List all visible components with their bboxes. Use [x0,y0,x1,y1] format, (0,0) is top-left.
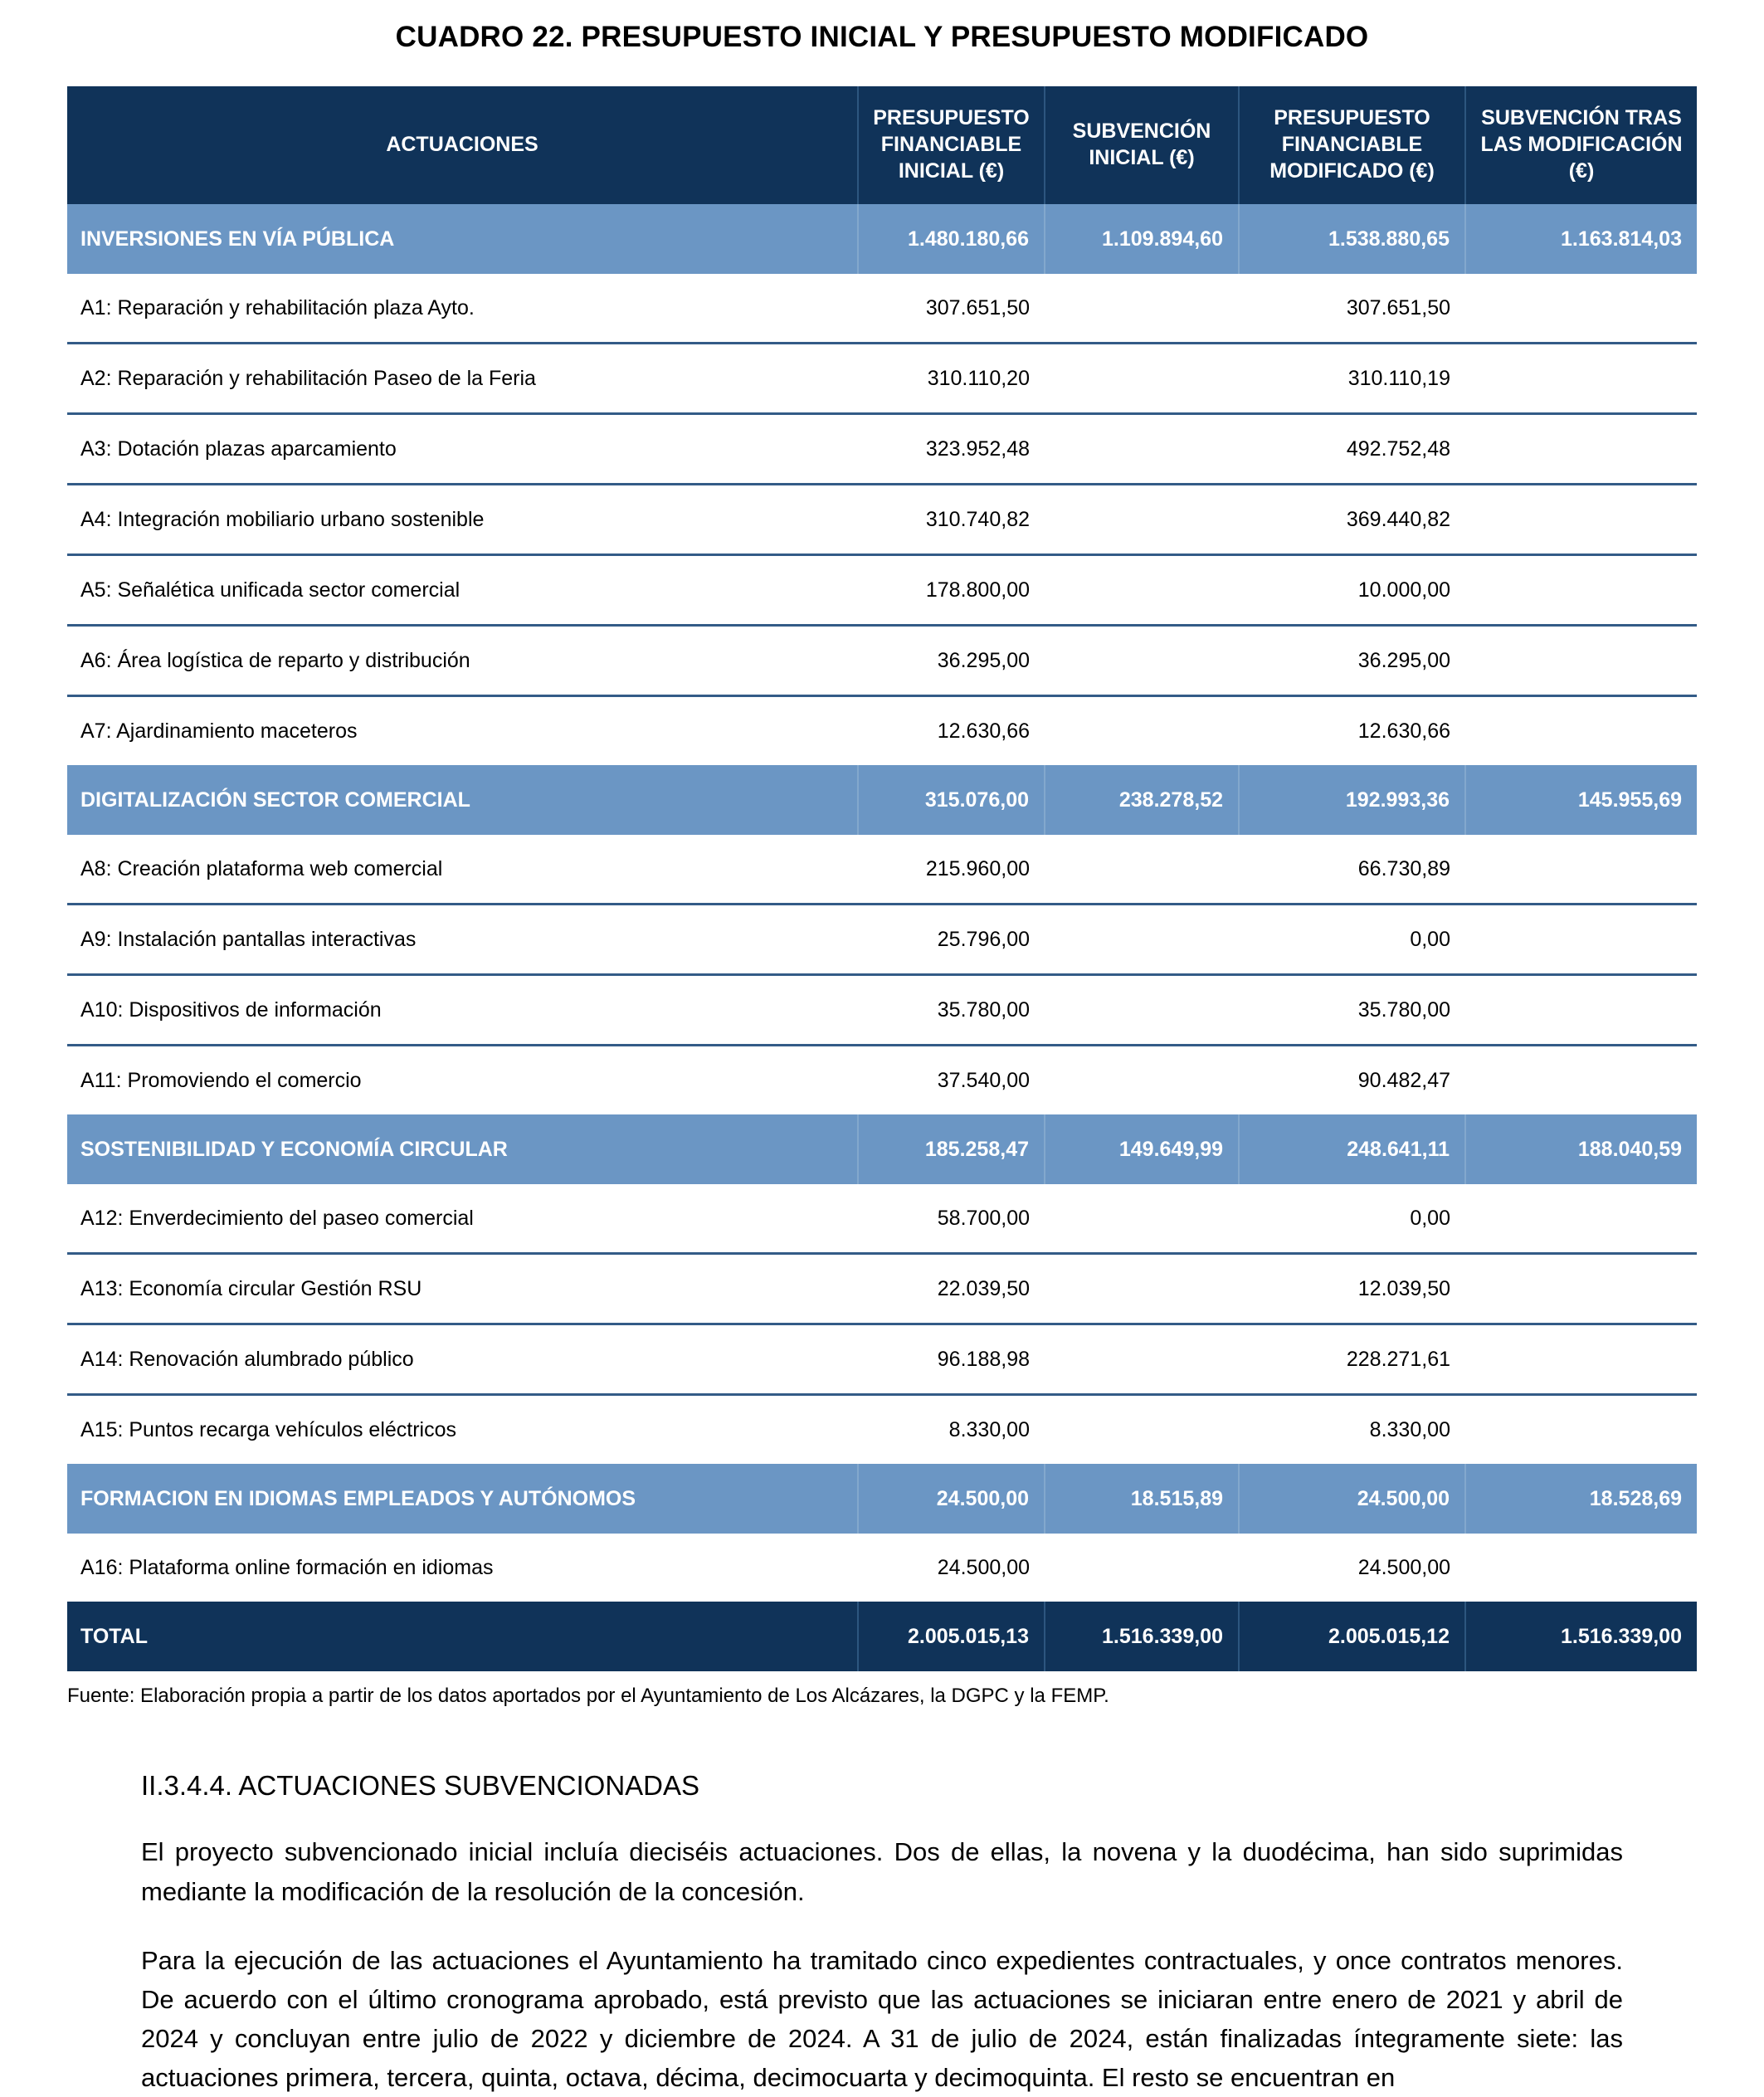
budget-table [67,86,1697,1671]
table-row [67,414,1697,485]
cell-presupuesto-modificado: 35.780,00 [1239,975,1465,1046]
cell-presupuesto-inicial: 310.110,20 [858,344,1045,414]
section-heading: II.3.4.4. ACTUACIONES SUBVENCIONADAS [141,1770,700,1802]
cell-actuacion: A9: Instalación pantallas interactivas [67,905,858,975]
cell-subvencion-modificada [1465,696,1697,766]
cell-subvencion-modificada [1465,905,1697,975]
cell-actuacion: A11: Promoviendo el comercio [67,1046,858,1115]
cell-subvencion-inicial [1045,344,1239,414]
cell-actuacion: A13: Economía circular Gestión RSU [67,1254,858,1324]
cell-subvencion-modificada [1465,485,1697,555]
table-row [67,1534,1697,1602]
table-row [67,274,1697,344]
cell-subvencion-modificada [1465,835,1697,905]
table-header-row [67,86,1697,204]
cell-subvencion-modificada [1465,1395,1697,1465]
cell-presupuesto-modificado: 228.271,61 [1239,1324,1465,1395]
table-row [67,835,1697,905]
cell-actuacion: SOSTENIBILIDAD Y ECONOMÍA CIRCULAR [67,1114,858,1184]
cell-subvencion-inicial [1045,1184,1239,1254]
cell-actuacion: INVERSIONES EN VÍA PÚBLICA [67,204,858,274]
cell-presupuesto-inicial: 37.540,00 [858,1046,1045,1115]
cell-subvencion-modificada: 188.040,59 [1465,1114,1697,1184]
cell-presupuesto-inicial: 96.188,98 [858,1324,1045,1395]
cell-subvencion-inicial: 1.516.339,00 [1045,1602,1239,1671]
cell-actuacion: A16: Plataforma online formación en idiomas [67,1534,858,1602]
cell-presupuesto-modificado: 1.538.880,65 [1239,204,1465,274]
cell-subvencion-modificada [1465,414,1697,485]
table-row [67,1395,1697,1465]
table-row [67,696,1697,766]
table-total-row [67,1602,1697,1671]
cell-presupuesto-modificado: 36.295,00 [1239,626,1465,696]
cell-presupuesto-inicial: 2.005.015,13 [858,1602,1045,1671]
cell-subvencion-modificada: 18.528,69 [1465,1464,1697,1534]
table-row [67,485,1697,555]
cell-actuacion: A3: Dotación plazas aparcamiento [67,414,858,485]
cell-actuacion: A12: Enverdecimiento del paseo comercial [67,1184,858,1254]
cell-presupuesto-modificado: 2.005.015,12 [1239,1602,1465,1671]
cell-presupuesto-inicial: 8.330,00 [858,1395,1045,1465]
table-title: CUADRO 22. PRESUPUESTO INICIAL Y PRESUPUESTO MODIFICADO [395,21,1369,53]
cell-subvencion-inicial [1045,1046,1239,1115]
cell-actuacion: A14: Renovación alumbrado público [67,1324,858,1395]
table-row [67,1324,1697,1395]
cell-subvencion-inicial: 1.109.894,60 [1045,204,1239,274]
cell-subvencion-inicial: 238.278,52 [1045,765,1239,835]
cell-subvencion-modificada: 1.163.814,03 [1465,204,1697,274]
body-paragraph-2: Para la ejecución de las actuaciones el Ayuntamiento ha tramitado cinco expedientes contractuales, y once contratos menores. De acuerdo con el último cronograma aprobado, está previsto que las actuaciones se iniciaran entre enero de 2021 y abril de 2024 y concluyan entre julio de 2022 y diciembre de 2024. A 31 de julio de 2024, están finalizadas íntegramente siete: las actuaciones primera, tercera, quinta, octava, décima, decimocuarta y decimoquinta. El resto se encuentran en [141,1945,1623,2092]
cell-actuacion: DIGITALIZACIÓN SECTOR COMERCIAL [67,765,858,835]
cell-presupuesto-inicial: 36.295,00 [858,626,1045,696]
cell-subvencion-inicial [1045,975,1239,1046]
cell-presupuesto-inicial: 185.258,47 [858,1114,1045,1184]
table-row [67,1046,1697,1115]
cell-actuacion: A6: Área logística de reparto y distribución [67,626,858,696]
cell-presupuesto-modificado: 307.651,50 [1239,274,1465,344]
cell-actuacion: FORMACION EN IDIOMAS EMPLEADOS Y AUTÓNOMOS [67,1464,858,1534]
cell-subvencion-modificada [1465,1534,1697,1602]
table-row [67,905,1697,975]
table-section-row [67,765,1697,835]
cell-subvencion-inicial [1045,1254,1239,1324]
cell-presupuesto-modificado: 310.110,19 [1239,344,1465,414]
budget-table-container [67,86,1697,1671]
body-paragraph-1: El proyecto subvencionado inicial incluía dieciséis actuaciones. Dos de ellas, la novena y la duodécima, han sido suprimidas mediante la modificación de la resolución de la concesión. [141,1837,1623,1906]
cell-subvencion-modificada [1465,1046,1697,1115]
cell-presupuesto-inicial: 35.780,00 [858,975,1045,1046]
cell-presupuesto-inicial: 1.480.180,66 [858,204,1045,274]
cell-actuacion: A8: Creación plataforma web comercial [67,835,858,905]
cell-subvencion-modificada: 145.955,69 [1465,765,1697,835]
cell-subvencion-inicial [1045,274,1239,344]
cell-subvencion-inicial [1045,835,1239,905]
cell-subvencion-inicial [1045,905,1239,975]
cell-actuacion: A4: Integración mobiliario urbano sostenible [67,485,858,555]
cell-actuacion: A5: Señalética unificada sector comercial [67,555,858,626]
table-source-note: Fuente: Elaboración propia a partir de los datos aportados por el Ayuntamiento de Los Alcázares, la DGPC y la FEMP. [67,1685,1109,1707]
cell-presupuesto-modificado: 248.641,11 [1239,1114,1465,1184]
cell-presupuesto-inicial: 178.800,00 [858,555,1045,626]
cell-subvencion-inicial [1045,626,1239,696]
table-row [67,1184,1697,1254]
cell-presupuesto-modificado: 12.630,66 [1239,696,1465,766]
cell-subvencion-inicial [1045,414,1239,485]
cell-presupuesto-modificado: 90.482,47 [1239,1046,1465,1115]
cell-subvencion-inicial: 149.649,99 [1045,1114,1239,1184]
cell-presupuesto-modificado: 12.039,50 [1239,1254,1465,1324]
cell-presupuesto-modificado: 8.330,00 [1239,1395,1465,1465]
cell-actuacion: A2: Reparación y rehabilitación Paseo de la Feria [67,344,858,414]
cell-subvencion-inicial [1045,1534,1239,1602]
cell-presupuesto-inicial: 307.651,50 [858,274,1045,344]
cell-presupuesto-inicial: 22.039,50 [858,1254,1045,1324]
cell-actuacion: A10: Dispositivos de información [67,975,858,1046]
cell-subvencion-modificada [1465,274,1697,344]
cell-presupuesto-modificado: 492.752,48 [1239,414,1465,485]
cell-subvencion-modificada [1465,626,1697,696]
cell-subvencion-modificada [1465,344,1697,414]
cell-presupuesto-modificado: 0,00 [1239,905,1465,975]
cell-presupuesto-inicial: 215.960,00 [858,835,1045,905]
table-section-row [67,1114,1697,1184]
table-row [67,1254,1697,1324]
table-row [67,555,1697,626]
cell-presupuesto-inicial: 323.952,48 [858,414,1045,485]
cell-presupuesto-modificado: 192.993,36 [1239,765,1465,835]
cell-presupuesto-modificado: 0,00 [1239,1184,1465,1254]
cell-presupuesto-modificado: 10.000,00 [1239,555,1465,626]
cell-presupuesto-modificado: 66.730,89 [1239,835,1465,905]
cell-subvencion-modificada [1465,1324,1697,1395]
cell-presupuesto-inicial: 310.740,82 [858,485,1045,555]
cell-presupuesto-modificado: 369.440,82 [1239,485,1465,555]
cell-actuacion: A15: Puntos recarga vehículos eléctricos [67,1395,858,1465]
column-header-actuaciones: ACTUACIONES [67,86,858,204]
table-section-row [67,1464,1697,1534]
cell-subvencion-inicial [1045,1324,1239,1395]
cell-subvencion-inicial [1045,1395,1239,1465]
cell-subvencion-inicial [1045,696,1239,766]
cell-presupuesto-inicial: 315.076,00 [858,765,1045,835]
column-header-presupuesto-inicial: PRESUPUESTO FINANCIABLE INICIAL (€) [858,86,1045,204]
table-body [67,204,1697,1671]
cell-subvencion-modificada: 1.516.339,00 [1465,1602,1697,1671]
cell-presupuesto-inicial: 24.500,00 [858,1534,1045,1602]
column-header-subvencion-inicial: SUBVENCIÓN INICIAL (€) [1045,86,1239,204]
cell-actuacion: A7: Ajardinamiento maceteros [67,696,858,766]
cell-subvencion-modificada [1465,1184,1697,1254]
table-row [67,626,1697,696]
cell-actuacion: A1: Reparación y rehabilitación plaza Ayto. [67,274,858,344]
table-row [67,975,1697,1046]
column-header-subvencion-modificada: SUBVENCIÓN TRAS LAS MODIFICACIÓN (€) [1465,86,1697,204]
cell-presupuesto-inicial: 25.796,00 [858,905,1045,975]
cell-presupuesto-inicial: 12.630,66 [858,696,1045,766]
cell-subvencion-inicial [1045,485,1239,555]
cell-subvencion-inicial [1045,555,1239,626]
cell-subvencion-modificada [1465,1254,1697,1324]
table-head [67,86,1697,204]
table-section-row [67,204,1697,274]
cell-presupuesto-inicial: 58.700,00 [858,1184,1045,1254]
body-text-block [141,1768,1623,2097]
cell-subvencion-modificada [1465,555,1697,626]
cell-presupuesto-modificado: 24.500,00 [1239,1464,1465,1534]
cell-actuacion: TOTAL [67,1602,858,1671]
table-row [67,344,1697,414]
cell-subvencion-inicial: 18.515,89 [1045,1464,1239,1534]
cell-presupuesto-inicial: 24.500,00 [858,1464,1045,1534]
cell-presupuesto-modificado: 24.500,00 [1239,1534,1465,1602]
column-header-presupuesto-modificado: PRESUPUESTO FINANCIABLE MODIFICADO (€) [1239,86,1465,204]
cell-subvencion-modificada [1465,975,1697,1046]
